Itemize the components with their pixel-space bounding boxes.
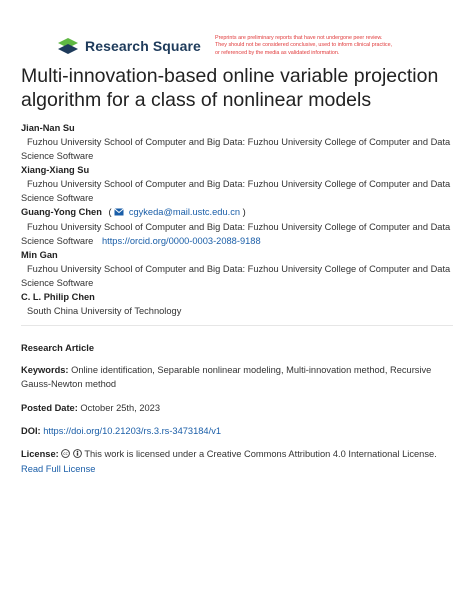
author-name: Jian-Nan Su (21, 123, 75, 133)
author-name: Xiang-Xiang Su (21, 165, 90, 175)
author-name: Min Gan (21, 250, 58, 260)
doi (21, 424, 453, 438)
author-email-link[interactable]: cgykeda@mail.ustc.edu.cn (128, 207, 241, 217)
author-affiliation-cont: Science Software (21, 278, 94, 288)
author-affiliation: Fuzhou University School of Computer and Big Data: Fuzhou University College of Computer and Data (27, 264, 451, 274)
doi-label: DOI: (21, 426, 41, 436)
disclaimer-line: Preprints are preliminary reports that have not undergone peer review. (215, 35, 383, 41)
author-list (21, 121, 461, 318)
posted-date (21, 401, 453, 415)
article-type (21, 341, 453, 355)
license-text: This work is licensed under a Creative Commons Attribution 4.0 International License. (84, 449, 437, 459)
creative-commons-icon (61, 448, 70, 462)
keywords (21, 363, 453, 391)
keywords-text: Online identification, Separable nonlinear modeling, Multi-innovation method, Recursive (71, 365, 432, 375)
author-affiliation: Fuzhou University School of Computer and Big Data: Fuzhou University College of Computer and Data (27, 222, 451, 232)
author-affiliation-cont (21, 234, 461, 248)
article-type-text: Research Article (21, 343, 95, 353)
posted-date-value: October 25th, 2023 (80, 403, 161, 413)
svg-text:cc: cc (63, 451, 69, 457)
logo-text: Research Square (85, 38, 201, 54)
research-square-logo[interactable] (57, 37, 201, 55)
license-label: License: (21, 449, 59, 459)
author-name: Guang-Yong Chen (21, 207, 102, 217)
posted-date-label: Posted Date: (21, 403, 78, 413)
email-open-paren: ( (108, 207, 112, 217)
disclaimer-line: or referenced by the media as validated information. (215, 49, 340, 56)
license (21, 447, 453, 476)
disclaimer-line: They should not be considered conclusive, used to inform clinical practice, (215, 42, 393, 49)
preprint-disclaimer (215, 35, 455, 57)
author-entry (21, 121, 461, 163)
author-entry (21, 205, 461, 248)
research-square-logo-icon (57, 37, 79, 55)
orcid-link[interactable]: https://orcid.org/0000-0003-2088-9188 (101, 236, 261, 246)
keywords-label: Keywords: (21, 365, 69, 375)
paper-title (21, 64, 461, 112)
author-affiliation: Fuzhou University School of Computer and Big Data: Fuzhou University College of Computer and Data (27, 137, 451, 147)
author-entry (21, 290, 461, 318)
author-name: C. L. Philip Chen (21, 292, 95, 302)
attribution-icon (73, 448, 82, 462)
author-affiliation-cont: Science Software (21, 151, 94, 161)
author-entry (21, 248, 461, 290)
title-line: Multi-innovation-based online variable projection (21, 65, 439, 87)
read-full-license-link[interactable]: Read Full License (21, 464, 96, 474)
author-entry (21, 163, 461, 205)
affiliation-cont-text: Science Software (21, 236, 94, 246)
mail-icon (114, 206, 124, 220)
email-close-paren: ) (242, 207, 246, 217)
doi-link[interactable]: https://doi.org/10.21203/rs.3.rs-3473184/v1 (43, 426, 222, 436)
author-affiliation: South China University of Technology (27, 306, 182, 316)
author-affiliation-cont: Science Software (21, 193, 94, 203)
section-divider (21, 325, 453, 326)
title-line: algorithm for a class of nonlinear models (21, 89, 372, 111)
author-affiliation: Fuzhou University School of Computer and Big Data: Fuzhou University College of Computer and Data (27, 179, 451, 189)
keywords-text-cont: Gauss-Newton method (21, 379, 117, 389)
